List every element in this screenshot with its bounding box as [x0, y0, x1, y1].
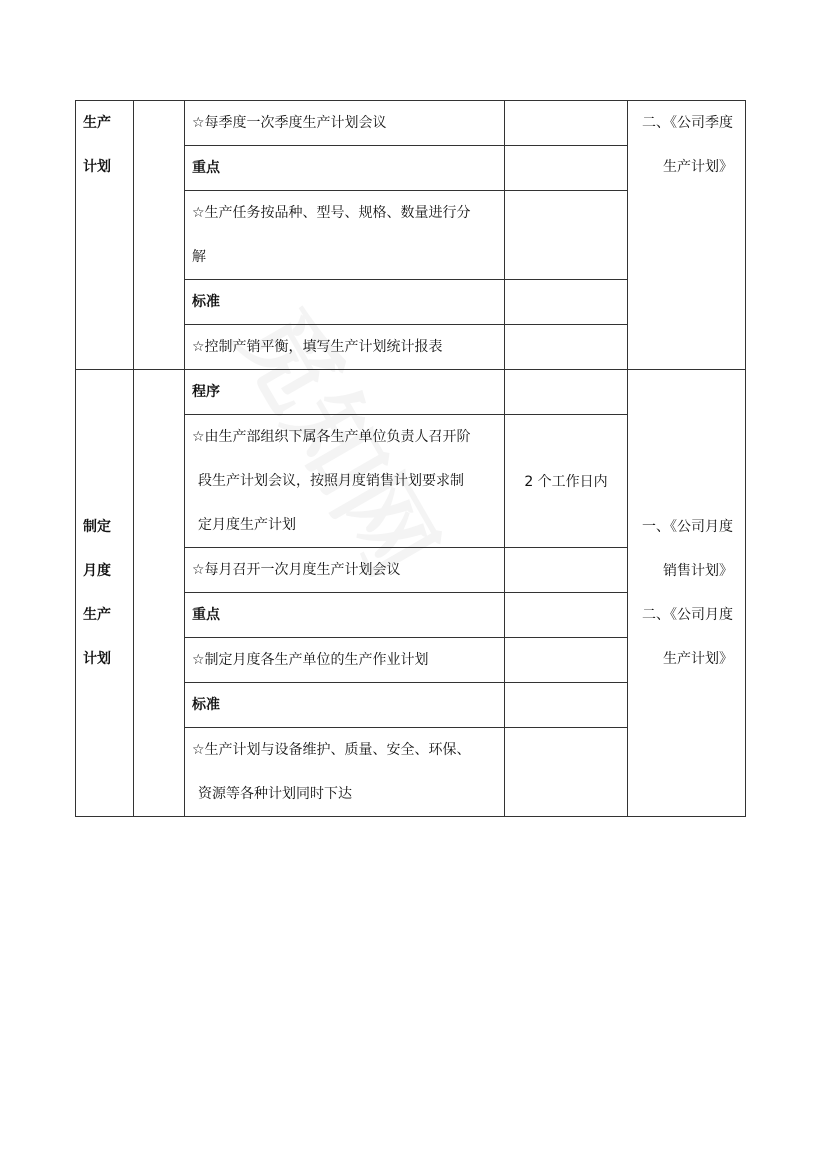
section1-duration-3: [505, 191, 628, 280]
section2-duration-2: 2 个工作日内: [505, 415, 628, 548]
plan-sheet: [75, 100, 736, 817]
section2-duration-7: [505, 728, 628, 817]
section1-duration-2: [505, 146, 628, 191]
section2-item-2: ☆由生产部组织下属各生产单位负责人召开阶 段生产计划会议，按照月度销售计划要求制 定月度生产计划: [185, 415, 505, 548]
section2-title: 制定 月度 生产 计划: [83, 519, 111, 667]
section2-heading-procedure: 程序: [185, 370, 505, 415]
section2-duration-4: [505, 593, 628, 638]
section2-item-3: ☆每月召开一次月度生产计划会议: [185, 548, 505, 593]
section2-heading-focus: 重点: [185, 593, 505, 638]
section1-item-5: ☆控制产销平衡，填写生产计划统计报表: [185, 325, 505, 370]
section1-item-3: ☆生产任务按品种、型号、规格、数量进行分 解: [185, 191, 505, 280]
plan-table: [75, 100, 746, 817]
table-row: [76, 101, 746, 146]
table-row: [76, 370, 746, 415]
section2-refs-cell: [628, 370, 746, 817]
section1-duration-4: [505, 280, 628, 325]
section1-heading-focus: 重点: [185, 146, 505, 191]
section1-title-cell: [76, 101, 134, 370]
section2-item-7: ☆生产计划与设备维护、质量、安全、环保、 资源等各种计划同时下达: [185, 728, 505, 817]
section1-refs-cell: [628, 101, 746, 370]
section2-duration-5: [505, 638, 628, 683]
section2-duration-6: [505, 683, 628, 728]
section1-title: 生产 计划: [83, 115, 111, 175]
section1-item-1: ☆每季度一次季度生产计划会议: [185, 101, 505, 146]
section2-blank-cell: [134, 370, 185, 817]
section2-duration-3: [505, 548, 628, 593]
section2-refs: 一、《公司月度 销售计划》 二、《公司月度 生产计划》: [642, 519, 733, 667]
section2-heading-standard: 标准: [185, 683, 505, 728]
section1-duration-5: [505, 325, 628, 370]
section1-heading-standard: 标准: [185, 280, 505, 325]
section2-duration-1: [505, 370, 628, 415]
section2-item-5: ☆制定月度各生产单位的生产作业计划: [185, 638, 505, 683]
section1-duration-1: [505, 101, 628, 146]
section1-refs: 二、《公司季度 生产计划》: [642, 115, 733, 175]
section2-title-cell: [76, 370, 134, 817]
section1-blank-cell: [134, 101, 185, 370]
